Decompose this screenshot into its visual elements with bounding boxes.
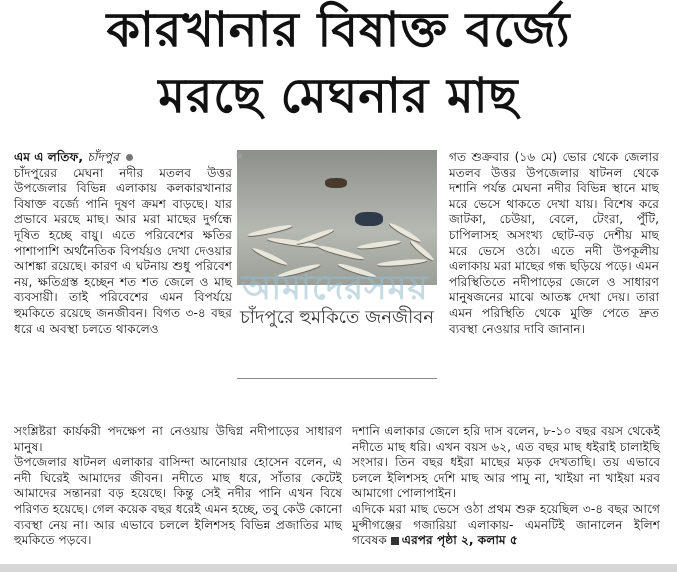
watermark-logo: আমাদেরসময় <box>241 268 429 308</box>
bullet-icon <box>126 154 133 161</box>
dead-fish-shape <box>337 262 377 279</box>
dead-fish-shape <box>247 223 293 237</box>
article-column-left <box>14 150 232 337</box>
bottom-left-para-2: উপজেলার ষাটনল এলাকার বাসিন্দা আনোয়ার হোসেন বলেন, এ নদী ঘিরেই আমাদের জীবন। নদীতে মাছ ধরে, সাঁতার কেটেই আমাদের সন্তানরা বড় হয়েছে। কিন্তু সেই নদীর পানি এখন বিষে পরিণত হয়েছে। গেল কয়েক বছর ধরেই এমন হচ্ছে, তবু কেউ কোনো ব্যবস্থা নেয় না। আর এভাবে চললে ইলিশসহ বিভিন্ন প্রজাতির মাছ হুমকিতে পড়বে। <box>14 455 342 548</box>
article-column-right <box>449 150 659 337</box>
dead-fish-shape <box>252 246 289 267</box>
dead-fish-shape <box>295 227 334 245</box>
bottom-right-para-1: দশানি এলাকার জেলে হরি দাস বলেন, ৮-১০ বছর বয়স থেকেই নদীতে মাছ ধরি। এখন বয়স ৬২, এত বছর মাছ ধইরাই চালাইছি সংসার। তিন বছর ধইরা মাছের মড়ক দেখতাছি। তয় এভাবে চললে ইলিশসহ দেশি মাছ আর পামু না, খাইয়া না খাইয়া মরব আমাগো পোলাপাইন। <box>352 424 660 501</box>
bottom-right-para-2 <box>352 502 660 549</box>
bottom-left-para-1: সংশ্লিষ্টরা কার্যকরী পদক্ষেপ না নেওয়ায় উদ্বিগ্ন নদীপাড়ের সাধারণ মানুষ। <box>14 424 342 454</box>
column-left-text: চাঁদপুরের মেঘনা নদীর মতলব উত্তর উপজেলার বিভিন্ন এলাকায় কলকারখানার বিষাক্ত বর্জ্যে পানি দূষণ ক্রমশ বাড়ছে। যার প্রভাবে মরছে মাছ। আর মরা মাছের দুর্গন্ধে দূষিত হচ্ছে বায়ু। এতে পরিবেশের ক্ষতির পাশাপাশি অর্থনৈতিক বিপর্যয়ও দেখা দেওয়ার আশঙ্কা রয়েছে। কারণ এ ঘটনায় শুধু পরিবেশ নয়, ক্ষতিগ্রস্ত হচ্ছেন শত শত জেলে ও মাছ ব্যবসায়ী। তাই পরিবেশের এমন বিপর্যয়ে হুমকিতে রয়েছে জনজীবন। বিগত ৩-৪ বছর ধরে এ অবস্থা চলতে থাকলেও <box>14 165 232 336</box>
article-bottom-right <box>352 424 660 549</box>
news-photo <box>237 150 437 285</box>
jump-link-text: এরপর পৃষ্ঠা ২, কলাম ৫ <box>401 533 518 548</box>
debris-shape <box>355 212 383 226</box>
bottom-right-para-2-text: এদিকে মরা মাছ ভেসে ওঠা প্রথম শুরু হয়েছিল ৩-৪ বছর আগে মুন্সীগঞ্জের গজারিয়া এলাকায়- এমনটিই জানালেন ইলিশ গবেষক <box>352 501 660 548</box>
headline-line-1: কারখানার বিষাক্ত বর্জ্যে <box>106 2 571 58</box>
square-bullet-icon <box>391 537 399 545</box>
column-right-text: গত শুক্রবার (১৬ মে) ভোর থেকে জেলার মতলব উত্তর উপজেলার ষাটনল থেকে দশানি পর্যন্ত মেঘনা নদীর বিভিন্ন স্থানে মাছ মরে ভেসে থাকতে দেখা যায়। বিশেষ করে জাটকা, চেউয়া, বেলে, টেংরা, পুঁটি, চাপিলাসহ অসংখ্য ছোট-বড় দেশীয় মাছ মরে ভেসে ওঠে। এতে নদী উপকূলীয় এলাকায় মরা মাছের গন্ধ ছড়িয়ে পড়ে। এমন পরিস্থিতিতে নদীপাড়ের জেলে ও সাধারণ মানুষজনের মাঝে আতঙ্ক দেখা দেয়। তারা এমন পরিস্থিতি থেকে মুক্তি পেতে দ্রুত ব্যবস্থা নেওয়ার দাবি জানান। <box>449 150 659 336</box>
dead-fish-shape <box>357 239 401 250</box>
photo-caption-box <box>237 288 437 379</box>
article-bottom-left <box>14 424 342 549</box>
dead-fish-shape <box>377 258 427 267</box>
headline-line-2: মরছে মেঘনার মাছ <box>158 68 519 124</box>
photo-caption: চাঁদপুরে হুমকিতে জনজীবন <box>239 307 435 328</box>
debris-shape <box>325 178 347 188</box>
byline <box>14 150 133 164</box>
jump-link[interactable] <box>391 533 518 547</box>
byline-place: চাঁদপুর <box>87 150 119 164</box>
page-footer-strip <box>0 564 677 572</box>
byline-author: এম এ লতিফ, <box>14 150 84 164</box>
photo-credit: তি <box>236 153 243 160</box>
